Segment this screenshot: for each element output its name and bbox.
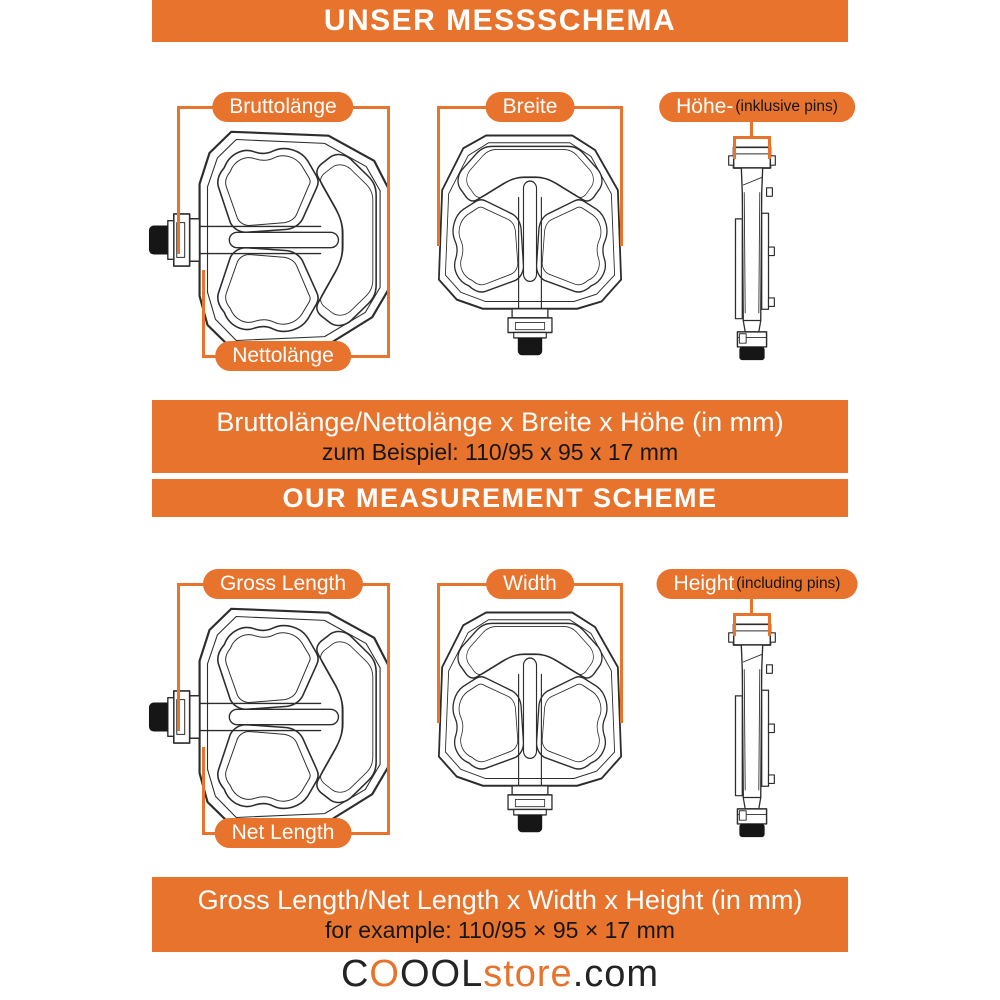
header-banner-english: OUR MEASUREMENT SCHEME [152,479,848,517]
height-bracket-right-en [768,613,771,636]
width-bracket-left-en [437,583,440,723]
label-height-de-text: Höhe- [676,95,734,118]
label-height-en-text: Height [673,572,735,595]
label-gross-length-en [203,569,363,599]
label-width-en [486,569,574,599]
height-bracket-left-de [733,136,736,159]
label-height-de [659,92,855,122]
height-bracket-left-en [733,613,736,636]
label-height-de-note: (inklusive pins) [735,98,838,115]
label-gross-length-de-text: Bruttolänge [229,95,337,118]
gross-length-bracket-left-en [177,583,180,731]
logo-dot-com: .com [572,952,660,995]
logo-letter-c: C [340,952,370,995]
net-length-bracket-left-en [202,747,205,835]
label-net-length-de [215,341,351,371]
header-banner-german: UNSER MESSSCHEMA [152,0,848,42]
label-gross-length-en-text: Gross Length [219,572,347,595]
width-bracket-right-de [620,106,623,246]
gross-length-bracket-right-de [387,106,390,358]
label-net-length-en-text: Net Length [231,821,335,844]
pedal-top-view-en [146,603,394,831]
label-height-en [657,569,858,599]
example-de: zum Beispiel: 110/95 x 95 x 17 mm [321,439,679,466]
label-width-de-text: Breite [502,95,558,118]
formula-block-de [152,400,848,473]
height-bracket-top-en [733,613,771,616]
coool-store-logo [0,952,1000,996]
width-bracket-left-de [437,106,440,246]
label-width-en-text: Width [503,572,557,595]
gross-length-bracket-left-de [177,106,180,254]
logo-letter-o-orange: O [369,952,400,995]
label-width-de [486,92,575,122]
gross-length-bracket-right-en [387,583,390,835]
pedal-top-view-rotated-de [434,130,626,358]
formula-en: Gross Length/Net Length x Width x Height (in mm) [197,885,803,916]
label-gross-length-de [212,92,353,122]
label-net-length-en [215,818,352,848]
height-bracket-right-de [768,136,771,159]
example-en: for example: 110/95 × 95 × 17 mm [325,917,675,944]
label-net-length-de-text: Nettolänge [232,344,334,367]
logo-letters-ool: OOL [399,952,484,995]
label-height-en-note: (including pins) [736,575,841,592]
height-bracket-top-de [733,136,771,139]
pedal-top-view-rotated-en [434,607,626,835]
pedal-side-view-en [718,613,786,839]
logo-word-store: store [483,952,573,995]
pedal-side-view-de [718,136,786,362]
width-bracket-right-en [620,583,623,723]
net-length-bracket-left-de [202,270,205,358]
formula-de: Bruttolänge/Nettolänge x Breite x Höhe (in mm) [216,407,784,438]
pedal-top-view-de [146,126,394,354]
formula-block-en [152,877,848,952]
